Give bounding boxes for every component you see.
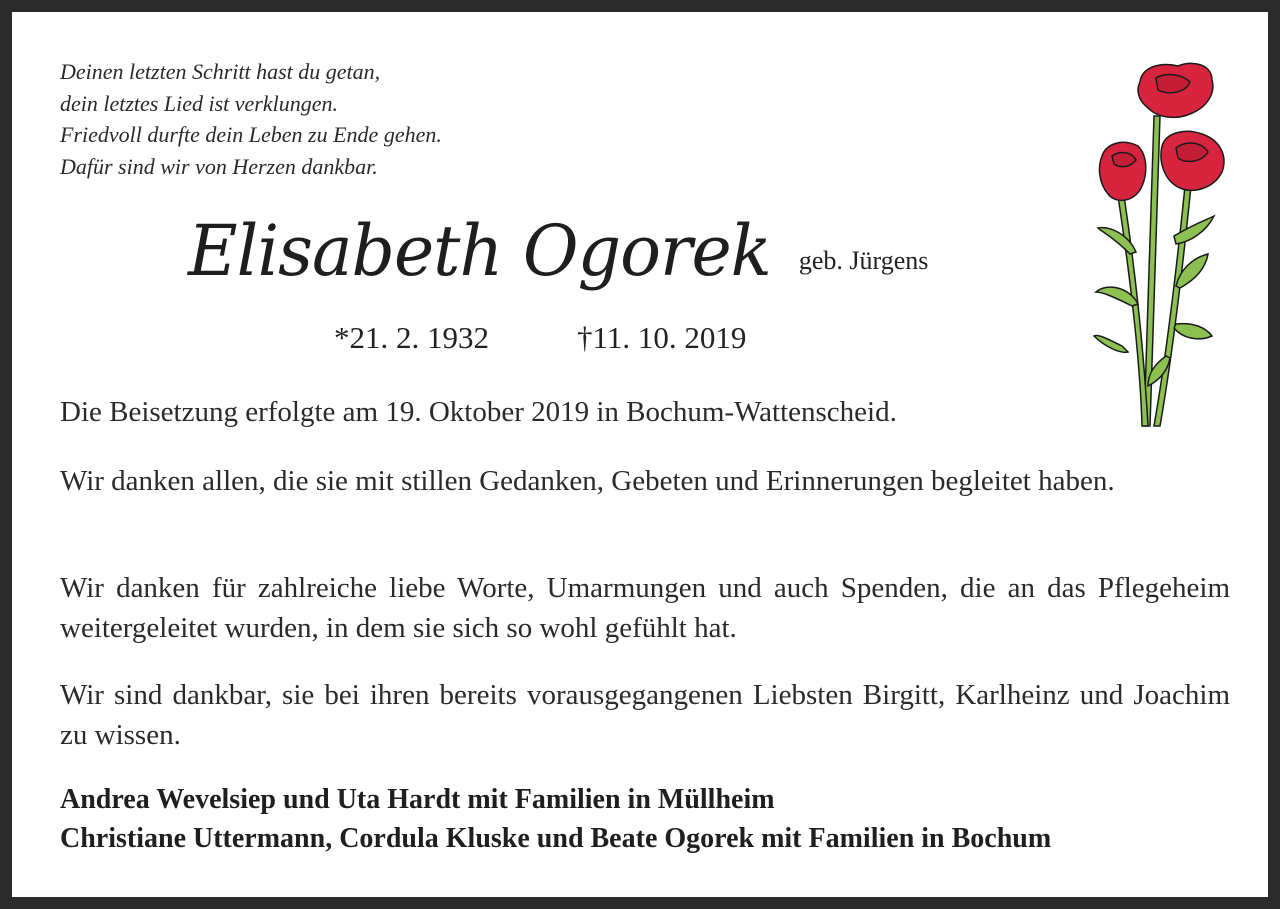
paragraph-burial: Die Beisetzung erfolgte am 19. Oktober 2019 in Bochum-Wattenscheid. [60,396,897,428]
paragraph-loved-ones: Wir sind dankbar, sie bei ihren bereits vorausgegangenen Liebsten Birgitt, Karlheinz und Joachim zu wissen. [60,679,1230,751]
birth-date: *21. 2. 1932 [334,320,489,355]
deceased-name: Elisabeth Ogorek [188,210,771,292]
poem-line: Friedvoll durfte dein Leben zu Ende gehen. [60,122,442,147]
roses-icon [1082,56,1232,428]
poem-line: Dafür sind wir von Herzen dankbar. [60,153,378,179]
signers [60,780,1051,858]
poem-line: Deinen letzten Schritt hast du getan, [60,59,381,84]
maiden-name: geb. Jürgens [798,246,929,275]
poem [60,56,442,182]
paragraph-thanks-donations: Wir danken für zahlreiche liebe Worte, Umarmungen und auch Spenden, die an das Pflegeheim weitergeleitet wurden, in dem sie sich so wohl gefühlt hat. [60,572,1230,644]
poem-line: dein letztes Lied ist verklungen. [60,90,338,116]
signer-line: Andrea Wevelsiep und Uta Hardt mit Familien in Müllheim [60,784,775,815]
signer-line: Christiane Uttermann, Cordula Kluske und Beate Ogorek mit Familien in Bochum [60,823,1052,854]
obituary-card [12,12,1268,897]
death-date: †11. 10. 2019 [577,320,747,355]
name-row [188,210,928,292]
paragraph-thanks-thoughts: Wir danken allen, die sie mit stillen Gedanken, Gebeten und Erinnerungen begleitet haben. [60,465,1115,497]
